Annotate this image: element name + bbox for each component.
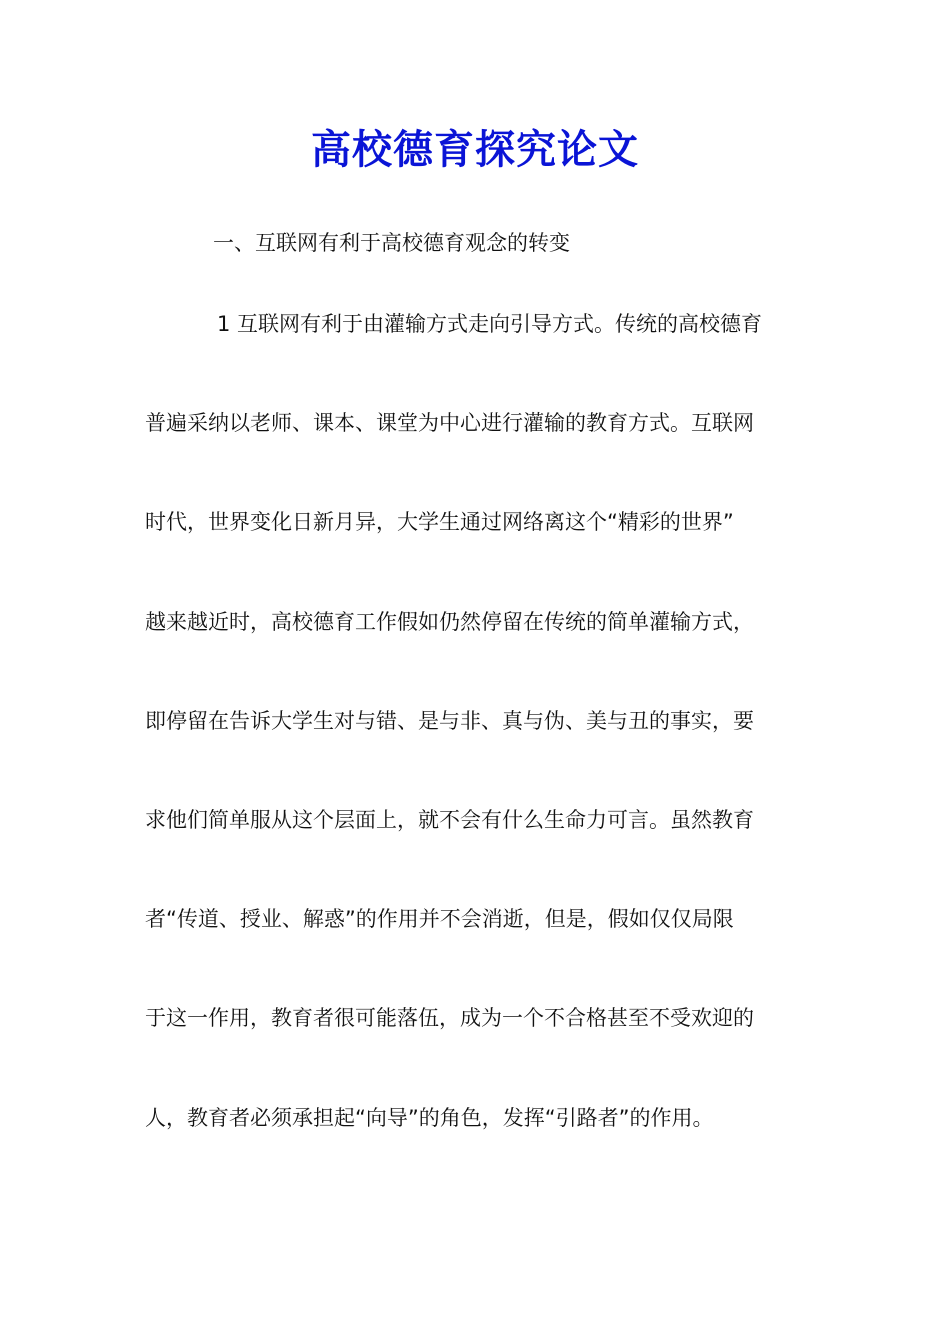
section-heading: 一、互联网有利于高校德育观念的转变 bbox=[213, 231, 570, 255]
document-title: 高校德育探究论文 bbox=[311, 126, 639, 173]
paragraph-line: 1 互联网有利于由灌输方式走向引导方式。传统的高校德育 bbox=[217, 312, 763, 336]
paragraph-line: 者“传道、授业、解惑”的作用并不会消逝，但是，假如仅仅局限 bbox=[145, 907, 734, 932]
paragraph-line: 普遍采纳以老师、课本、课堂为中心进行灌输的教育方式。互联网 bbox=[145, 411, 754, 436]
paragraph-line: 越来越近时，高校德育工作假如仍然停留在传统的简单灌输方式， bbox=[145, 609, 754, 634]
paragraph-line: 于这一作用，教育者很可能落伍，成为一个不合格甚至不受欢迎的 bbox=[145, 1006, 754, 1031]
paragraph-line: 即停留在告诉大学生对与错、是与非、真与伪、美与丑的事实，要 bbox=[145, 708, 754, 733]
paragraph-line: 求他们简单服从这个层面上，就不会有什么生命力可言。虽然教育 bbox=[145, 807, 754, 832]
paragraph-line: 时代，世界变化日新月异，大学生通过网络离这个“精彩的世界” bbox=[145, 510, 734, 535]
paragraph bbox=[145, 309, 807, 1202]
paragraph-line: 人，教育者必须承担起“向导”的角色，发挥“引路者”的作用。 bbox=[145, 1105, 714, 1130]
